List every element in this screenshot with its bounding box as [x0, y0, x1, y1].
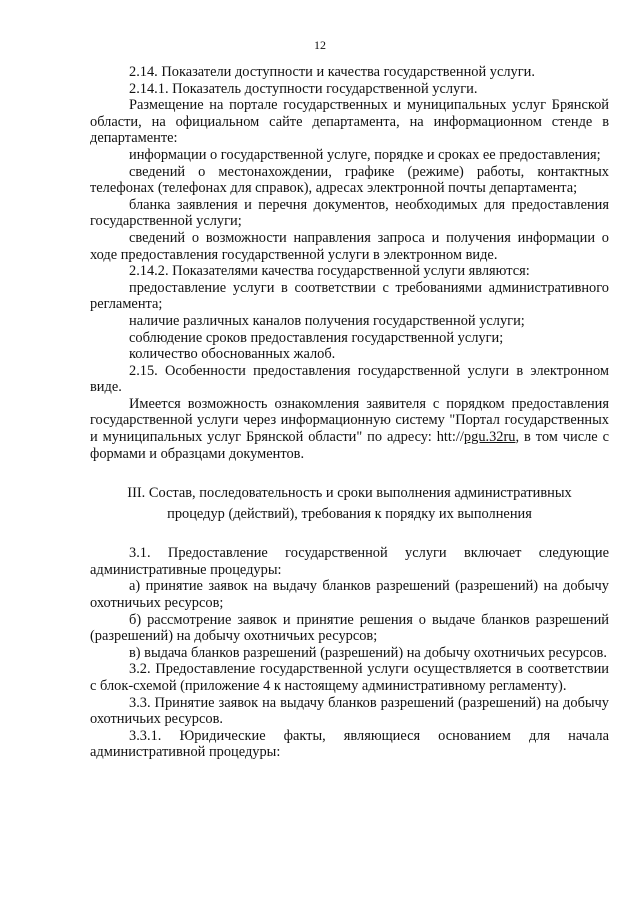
paragraph: информации о государственной услуге, порядке и сроках ее предоставления;: [129, 146, 601, 163]
paragraph: 2.14.1. Показатель доступности государственной услуги.: [129, 80, 478, 97]
section-heading: [90, 483, 609, 525]
section-heading-line1: III. Состав, последовательность и сроки выполнения административных: [127, 485, 572, 502]
portal-text-end: , в том числе с формами и образцами документов.: [90, 429, 609, 462]
paragraph: 2.14. Показатели доступности и качества государственной услуги.: [129, 64, 535, 80]
paragraph: в) выдача бланков разрешений (разрешений) на добычу охотничьих ресурсов.: [129, 644, 607, 661]
portal-paragraph: [90, 396, 609, 462]
paragraph: наличие различных каналов получения государственной услуги;: [129, 312, 525, 329]
page-number: 12: [314, 38, 326, 52]
paragraph: бланка заявления и перечня документов, необходимых для предоставления государственной услуги;: [90, 196, 609, 230]
paragraph: сведений о местонахождении, графике (режиме) работы, контактных телефонах (телефонах для справок), адресах электронной почты департамента;: [90, 163, 609, 197]
paragraph: 3.2. Предоставление государственной услуги осуществляется в соответствии с блок-схемой (приложение 4 к настоящему административному регламенту).: [90, 661, 609, 694]
paragraph: Размещение на портале государственных и муниципальных услуг Брянской области, на официальном сайте департамента, на информационном стенде в департаменте:: [90, 97, 609, 147]
document-body: [90, 64, 609, 761]
paragraph: 2.15. Особенности предоставления государственной услуги в электронном виде.: [90, 362, 609, 396]
paragraph: сведений о возможности направления запроса и получения информации о ходе предоставления государственной услуги в электронном виде.: [90, 229, 609, 263]
paragraph: соблюдение сроков предоставления государственной услуги;: [129, 329, 504, 346]
portal-link[interactable]: pgu.32ru: [463, 429, 516, 446]
paragraph: предоставление услуги в соответствии с требованиями административного регламента;: [90, 279, 609, 313]
paragraph: количество обоснованных жалоб.: [129, 346, 336, 363]
paragraph: 2.14.2. Показателями качества государственной услуги являются:: [129, 263, 530, 280]
paragraph: 3.3.1. Юридические факты, являющиеся основанием для начала административной процедуры:: [90, 727, 609, 761]
portal-text: Имеется возможность ознакомления заявителя с порядком предоставления государственной услуги через информационную систему "Портал государственных и муниципальных услуг Брянской области" по адресу: htt://: [90, 395, 609, 446]
paragraph: а) принятие заявок на выдачу бланков разрешений (разрешений) на добычу охотничьих ресурсов;: [90, 578, 609, 612]
paragraph: 3.3. Принятие заявок на выдачу бланков разрешений (разрешений) на добычу охотничьих ресурсов.: [90, 694, 609, 728]
paragraph: 3.1. Предоставление государственной услуги включает следующие административные процедуры:: [90, 545, 609, 578]
section-heading-line2: процедур (действий), требования к порядку их выполнения: [167, 506, 532, 523]
paragraph: б) рассмотрение заявок и принятие решения о выдаче бланков разрешений (разрешений) на добычу охотничьих ресурсов;: [90, 611, 609, 645]
